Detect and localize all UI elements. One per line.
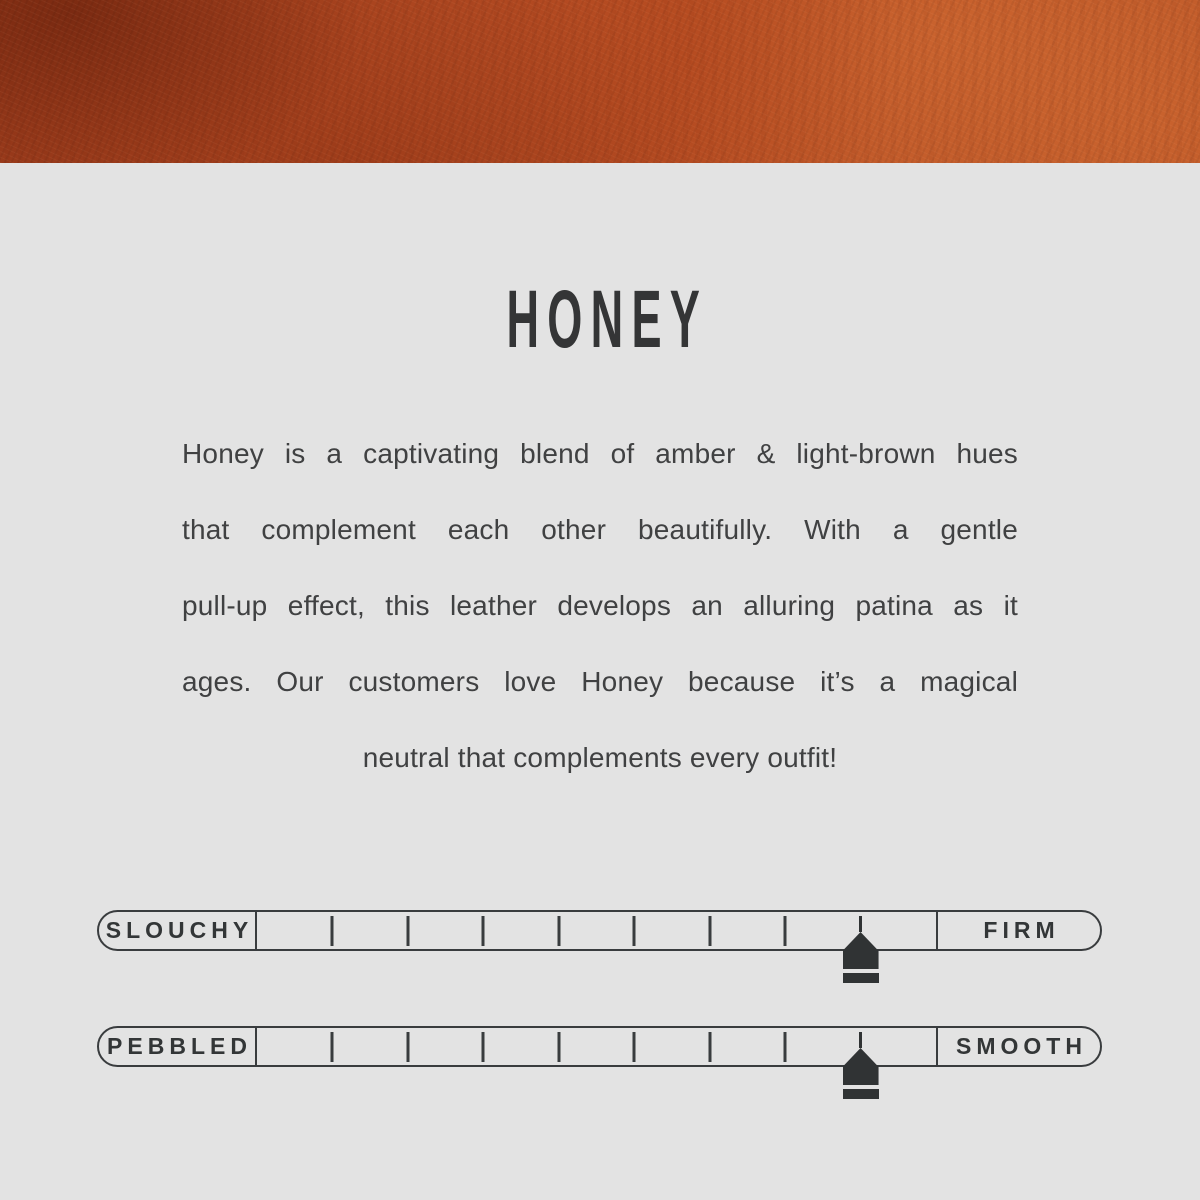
scale-tick	[557, 1032, 560, 1062]
scale-tick	[557, 916, 560, 946]
pebbled-smooth-scale	[97, 1026, 1102, 1067]
scale-tick	[633, 916, 636, 946]
description-line: that complement each other beautifully. With a gentle	[182, 514, 1018, 545]
scale-tick	[331, 916, 334, 946]
scale-right-cap	[936, 912, 1100, 949]
scale-left-label: SLOUCHY	[105, 917, 254, 943]
leather-swatch-banner	[0, 0, 1200, 163]
marker-base	[843, 973, 879, 983]
marker-stem	[859, 916, 862, 932]
marker-base	[843, 1089, 879, 1099]
description-line: pull-up effect, this leather develops an alluring patina as it	[182, 590, 1018, 621]
marker-stem	[859, 1032, 862, 1048]
scale-tick	[482, 1032, 485, 1062]
scale-pill	[97, 1026, 1102, 1067]
scale-pill	[97, 910, 1102, 951]
scale-tick	[331, 1032, 334, 1062]
scale-left-cap	[99, 912, 257, 949]
scale-track	[257, 1028, 936, 1065]
scale-tick	[406, 916, 409, 946]
marker-head	[843, 932, 879, 969]
slouchy-firm-scale	[97, 910, 1102, 951]
description-line: neutral that complements every outfit!	[362, 742, 838, 773]
color-name-text: HONEY	[506, 274, 709, 365]
scale-marker	[843, 916, 879, 983]
scale-right-label: FIRM	[983, 917, 1060, 943]
scale-left-cap	[99, 1028, 257, 1065]
scale-right-label: SMOOTH	[956, 1033, 1087, 1059]
scale-tick	[633, 1032, 636, 1062]
scale-tick	[784, 916, 787, 946]
scale-tick	[784, 1032, 787, 1062]
scale-tick	[482, 916, 485, 946]
color-description	[182, 416, 1018, 796]
scale-tick	[708, 1032, 711, 1062]
scale-track	[257, 912, 936, 949]
scale-marker	[843, 1032, 879, 1099]
description-line: ages. Our customers love Honey because it’s a magical	[182, 666, 1018, 697]
marker-head	[843, 1048, 879, 1085]
color-name-title	[0, 268, 1200, 372]
scale-left-label: PEBBLED	[107, 1033, 252, 1059]
description-line: Honey is a captivating blend of amber & light-brown hues	[182, 438, 1018, 469]
scale-tick	[406, 1032, 409, 1062]
scale-tick	[708, 916, 711, 946]
scale-right-cap	[936, 1028, 1100, 1065]
